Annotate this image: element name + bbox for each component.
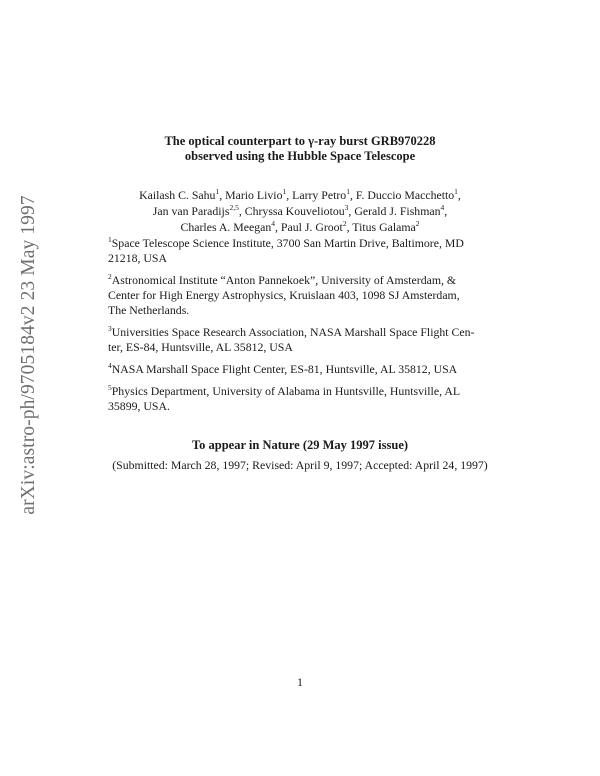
page-number: 1 — [297, 675, 303, 689]
affiliation-text: 21218, USA — [108, 251, 167, 265]
affiliation-list — [108, 236, 500, 421]
affiliation-number: 3 — [108, 324, 112, 333]
affiliation-text: Center for High Energy Astrophysics, Kruislaan 403, 1098 SJ Amsterdam, — [108, 288, 460, 302]
arxiv-identifier-stamp: arXiv:astro-ph/9705184v2 23 May 1997 — [18, 195, 39, 515]
author-affil-mark: 1 — [282, 187, 287, 196]
author-name: Titus Galama — [352, 220, 416, 234]
author-name: Charles A. Meegan — [180, 220, 272, 234]
affiliation-number: 1 — [108, 235, 112, 244]
author-name: Paul J. Groot — [280, 220, 343, 234]
affiliation-text: Universities Space Research Association, NASA Marshall Space Flight Cen- — [111, 325, 475, 339]
affiliation-number: 2 — [108, 272, 112, 281]
author-affil-mark: 1 — [454, 187, 458, 196]
affiliation-item — [108, 236, 500, 266]
publication-note: To appear in Nature (29 May 1997 issue) — [191, 438, 409, 452]
affiliation-text: Physics Department, University of Alabama in Huntsville, Huntsville, AL — [111, 384, 461, 398]
paper-title — [100, 134, 500, 164]
affiliation-text: Space Telescope Science Institute, 3700 San Martin Drive, Baltimore, MD — [111, 236, 464, 250]
affiliation-text: Astronomical Institute “Anton Pannekoek”, University of Amsterdam, & — [111, 273, 457, 287]
author-list — [95, 187, 505, 235]
affiliation-text: NASA Marshall Space Flight Center, ES-81, Huntsville, AL 35812, USA — [111, 362, 458, 376]
author-name: Kailash C. Sahu — [139, 188, 216, 202]
author-affil-mark: 2 — [415, 219, 420, 228]
affiliation-text: ter, ES-84, Huntsville, AL 35812, USA — [108, 340, 293, 354]
affiliation-text: 35899, USA. — [108, 399, 170, 413]
author-affil-mark: 1 — [215, 187, 220, 196]
title-line-1: The optical counterpart to γ-ray burst GRB970228 — [164, 134, 436, 148]
affiliation-item — [108, 273, 500, 318]
arxiv-sidebar — [8, 190, 50, 520]
author-line-1: Kailash C. Sahu$^1$, Mario Livio$^1$, Larry Petro$^1$, F. Duccio Macchetto$^1$, — [139, 187, 461, 202]
author-affil-mark: 4 — [271, 219, 275, 228]
author-line-3: Charles A. Meegan$^4$, Paul J. Groot$^2$, Titus Galama$^2$ — [180, 219, 420, 234]
affiliation-item — [108, 362, 500, 377]
author-name: Gerald J. Fishman — [354, 204, 441, 218]
author-name: Larry Petro — [292, 188, 347, 202]
submission-dates: (Submitted: March 28, 1997; Revised: April 9, 1997; Accepted: April 24, 1997) — [112, 458, 488, 472]
affiliation-item — [108, 325, 500, 355]
author-affil-mark: 1 — [346, 187, 350, 196]
title-line-2: observed using the Hubble Space Telescope — [184, 149, 416, 163]
author-name: Mario Livio — [225, 188, 283, 202]
author-name: Chryssa Kouveliotou — [244, 204, 345, 218]
author-affil-mark: 3 — [344, 203, 349, 212]
affiliation-number: 4 — [108, 361, 112, 370]
affiliation-number: 5 — [108, 383, 112, 392]
author-name: Jan van Paradijs — [152, 204, 230, 218]
author-affil-mark: 2,5 — [229, 203, 239, 212]
affiliation-item — [108, 384, 500, 414]
author-line-2: Jan van Paradijs$^{2,5}$, Chryssa Kouveliotou$^3$, Gerald J. Fishman$^4$, — [152, 203, 448, 218]
author-affil-mark: 2 — [342, 219, 347, 228]
author-name: F. Duccio Macchetto — [355, 188, 455, 202]
affiliation-text: The Netherlands. — [108, 303, 190, 317]
author-affil-mark: 4 — [440, 203, 445, 212]
